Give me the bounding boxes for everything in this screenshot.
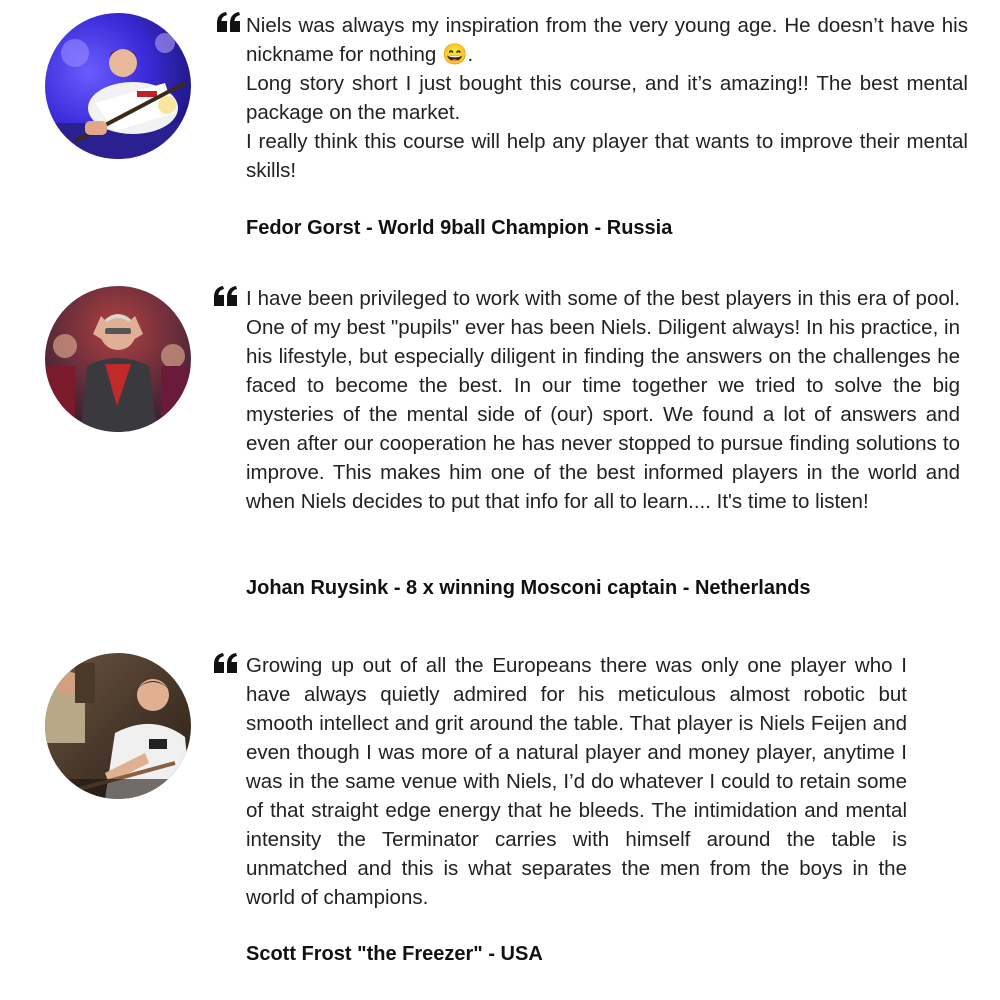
avatar (45, 653, 191, 799)
quote-icon (212, 653, 242, 675)
author-name: Scott Frost "the Freezer" - USA (246, 943, 543, 965)
player-photo-icon (45, 286, 191, 432)
testimonial-quote (246, 284, 960, 516)
player-photo-icon (45, 13, 191, 159)
quote-icon (215, 12, 245, 34)
player-photo-icon (45, 653, 191, 799)
quote-icon (212, 286, 242, 308)
quote-paragraph: Niels was always my inspiration from the very young age. He doesn’t have his nickname for nothing 😄. (246, 14, 968, 66)
quote-paragraph: Long story short I just bought this course, and it’s amazing!! The best mental package on the market. (246, 72, 968, 124)
testimonial-quote (246, 11, 968, 185)
quote-paragraph: I really think this course will help any player that wants to improve their mental skills! (246, 130, 968, 182)
author-name: Johan Ruysink - 8 x winning Mosconi captain - Netherlands (246, 577, 811, 599)
avatar (45, 286, 191, 432)
quote-paragraph: Growing up out of all the Europeans there was only one player who I have always quietly admired for his meticulous almost robotic but smooth intellect and grit around the table. That player is Niels Feijen and even though I was more of a natural player and money player, anytime I was in the same venue with Niels, I’d do whatever I could to retain some of that straight edge energy that he bleeds. The intimidation and mental intensity the Terminator carries with himself around the table is unmatched and this is what separates the men from the boys in the world of champions. (246, 654, 907, 909)
avatar (45, 13, 191, 159)
testimonial-quote (246, 651, 907, 912)
quote-paragraph: I have been privileged to work with some of the best players in this era of pool. One of my best "pupils" ever has been Niels. Diligent always! In his practice, in his lifestyle, but especially diligent in finding the answers on the challenges he faced to become the best. In our time together we tried to solve the big mysteries of the mental side of (our) sport. We found a lot of answers and even after our cooperation he has never stopped to pursue finding solutions to improve. This makes him one of the best informed players in the world and when Niels decides to put that info for all to learn.... It's time to listen! (246, 287, 960, 513)
author-name: Fedor Gorst - World 9ball Champion - Russia (246, 217, 673, 239)
